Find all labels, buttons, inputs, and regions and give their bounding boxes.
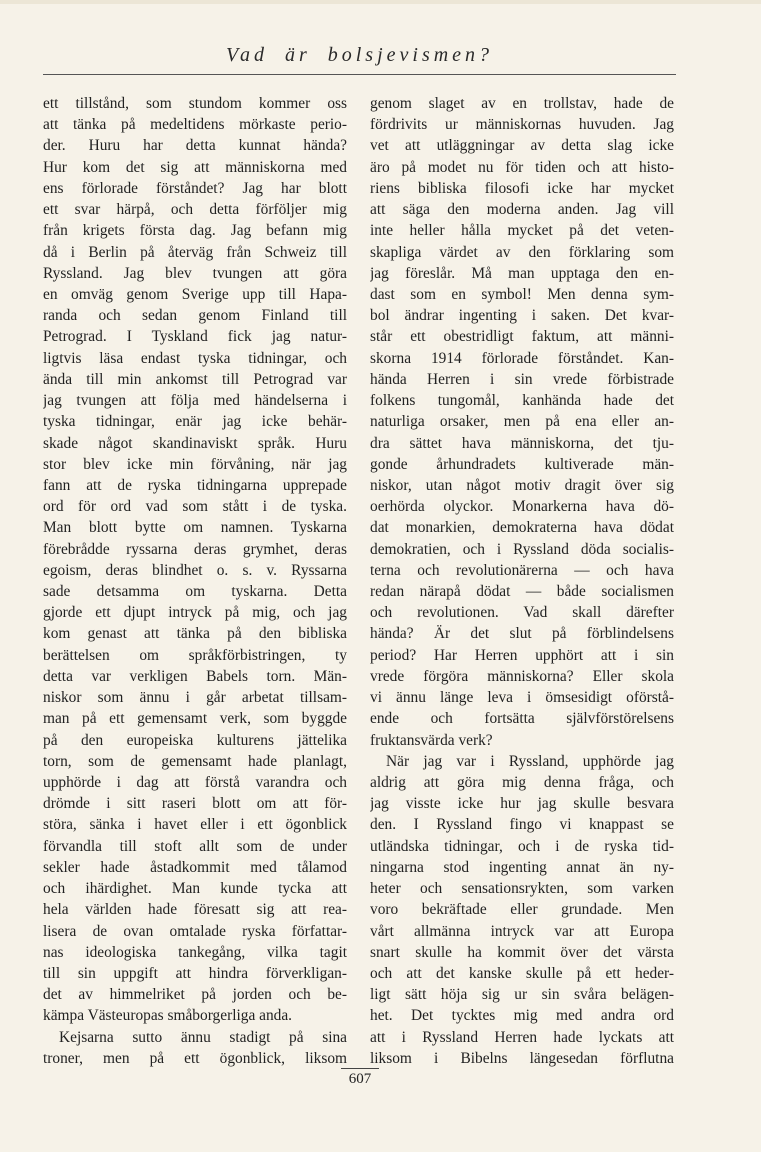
- text-line: genom slaget av en trollstav, hade de: [370, 95, 674, 112]
- text-line: Hur kom det sig att människorna med: [43, 158, 347, 176]
- text-line: detta var verkligen Babels torn. Män-: [43, 667, 347, 685]
- text-line: folkens tungomål, kanhända hade det: [370, 392, 674, 410]
- page-top-edge: [0, 0, 761, 4]
- text-line: heter och sensationsrykten, som varken: [370, 880, 674, 898]
- text-line: Man blott bytte om namnen. Tyskarna: [43, 519, 347, 537]
- text-line: oerhörda olyckor. Monarkerna hava dö-: [370, 498, 674, 516]
- text-line: hela världen hade föresatt sig att rea-: [43, 901, 347, 919]
- text-line: upphörde i dag att förstå varandra och: [43, 774, 347, 791]
- text-line: utländska tidningar, och i de ryska tid-: [370, 837, 674, 855]
- text-column-right: [370, 93, 674, 1069]
- header-rule: [43, 74, 676, 75]
- text-line: fruktansvärda verk?: [370, 731, 493, 749]
- text-line: randa och sedan genom Finland till: [43, 307, 347, 325]
- text-line: och revolutionen. Vad skall därefter: [370, 604, 674, 622]
- text-line: dat monarkien, demokraterna hava dödat: [370, 519, 674, 537]
- text-line: vrede förgöra människorna? Eller skola: [370, 667, 674, 685]
- text-line: het. Det tycktes mig med andra ord: [370, 1007, 674, 1025]
- text-line: drömde i sitt raseri blott om att för-: [43, 795, 347, 813]
- text-line: att i Ryssland Herren hade lyckats att: [370, 1028, 674, 1046]
- text-line: ända till min ankomst till Petrograd var: [43, 370, 347, 388]
- text-line: ord för ord vad som stått i de tyska.: [43, 498, 347, 516]
- text-line: fann att de ryska tidningarna upprepade: [43, 476, 347, 494]
- text-line: demokratien, och i Ryssland döda socialis-: [370, 540, 674, 558]
- text-line: niskor som ännu i går arbetat tillsam-: [43, 689, 347, 707]
- text-line: ens förlorade förståndet? Jag har blott: [43, 179, 347, 197]
- text-line: voro bekräftade eller grundade. Men: [370, 901, 674, 919]
- text-line: Ryssland. Jag blev tvungen att göra: [43, 264, 347, 282]
- text-line: ligtvis läsa endast tyska tidningar, och: [43, 349, 347, 367]
- text-line: ett tillstånd, som stundom kommer oss: [43, 95, 347, 112]
- text-line: det av himmelriket på jorden och be-: [43, 986, 347, 1004]
- text-line: egoism, deras blindhet o. s. v. Ryssarna: [43, 561, 347, 579]
- text-line: Petrograd. I Tyskland fick jag natur-: [43, 328, 347, 346]
- text-line: riens bibliska filosofi icke har mycket: [370, 179, 674, 197]
- text-line: att säga den moderna anden. Jag vill: [370, 201, 674, 219]
- text-line: då i Berlin på återväg från Schweiz till: [43, 243, 347, 261]
- text-line: kom genast att tänka på den bibliska: [43, 625, 347, 643]
- text-line: man på ett gemensamt verk, som byggde: [43, 710, 347, 728]
- text-line: torn, som de gemensamt hade planlagt,: [43, 752, 347, 770]
- text-line: vi ännu länge leva i ömsesidigt oförstå-: [370, 689, 674, 707]
- text-line: förebrådde ryssarna deras grymhet, deras: [43, 540, 347, 558]
- text-line: vet att utläggningar av detta slag icke: [370, 137, 674, 155]
- text-line: störa, sänka i havet eller i ett ögonblick: [43, 816, 347, 834]
- text-line: från krigets första dag. Jag befann mig: [43, 222, 347, 240]
- text-line: på den europeiska kulturens jättelika: [43, 731, 347, 749]
- text-line: sade detsamma om tyskarna. Detta: [43, 583, 347, 601]
- text-line: tyska tidningar, enär jag icke behär-: [43, 413, 347, 431]
- text-line: redan närapå dödat — både socialismen: [370, 583, 674, 601]
- text-column-left: [43, 93, 347, 1069]
- text-line: ett svar härpå, och detta förföljer mig: [43, 201, 347, 219]
- text-line: berättelsen om språkförbistringen, ty: [43, 646, 347, 664]
- text-line: skapliga värdet av den förklaring som: [370, 243, 674, 261]
- text-line: hända Herren i sin vrede förbistrade: [370, 370, 674, 388]
- text-line: till sin uppgift att hindra förverkligan-: [43, 964, 347, 982]
- text-line: nas ideologiska tankegång, vilka tagit: [43, 943, 347, 961]
- text-line: Kejsarna sutto ännu stadigt på sina: [59, 1028, 347, 1046]
- text-line: och att det kanske skulle på ett heder-: [370, 964, 674, 982]
- text-line: fördrivits ur människornas huvuden. Jag: [370, 116, 674, 134]
- text-line: dast som en symbol! Men denna sym-: [370, 285, 674, 303]
- text-line: jag tvungen att följa med händelserna i: [43, 392, 347, 410]
- text-line: sekler hade åstadkommit med tålamod: [43, 858, 347, 876]
- text-line: gonde århundradets kultiverade män-: [370, 455, 674, 473]
- text-line: ligt sätt höja sig ur sin svåra belägen-: [370, 986, 674, 1004]
- text-line: kämpa Västeuropas småborgerliga anda.: [43, 1007, 293, 1025]
- text-line: När jag var i Ryssland, upphörde jag: [386, 752, 674, 770]
- text-line: liksom i Bibelns längesedan förflutna: [370, 1049, 674, 1067]
- text-line: står ett obestridligt faktum, att männi-: [370, 328, 674, 346]
- text-line: gjorde ett djupt intryck på mig, och jag: [43, 604, 347, 622]
- text-line: äro på modet nu för tiden och att histo-: [370, 158, 674, 176]
- text-line: bol ändrar ingenting i saken. Det kvar-: [370, 307, 674, 325]
- text-line: troner, men på ett ögonblick, liksom: [43, 1049, 347, 1067]
- text-line: skorna 1914 förlorade förståndet. Kan-: [370, 349, 674, 367]
- text-line: niskor, utan något motiv dragit över sig: [370, 476, 674, 494]
- text-line: stor blev icke min förvåning, när jag: [43, 455, 347, 473]
- text-line: der. Huru har detta kunnat hända?: [43, 137, 347, 155]
- text-line: vårt allmänna intryck var att Europa: [370, 922, 674, 940]
- text-line: aldrig att göra mig denna fråga, och: [370, 774, 674, 791]
- text-line: och ihärdighet. Man kunde tycka att: [43, 880, 347, 898]
- text-line: jag föreslår. Må man upptaga den en-: [370, 264, 674, 282]
- text-line: snart skulle ha kommit över det värsta: [370, 943, 674, 961]
- text-line: ende och fortsätta självförstörelsens: [370, 710, 674, 728]
- page-number: 607: [341, 1068, 379, 1088]
- text-line: period? Har Herren upphört att i sin: [370, 646, 674, 664]
- text-line: den. I Ryssland fingo vi knappast se: [370, 816, 674, 834]
- running-title: Vad är bolsjevismen?: [225, 44, 494, 66]
- text-line: terna och revolutionärerna — och hava: [370, 561, 674, 579]
- text-line: hända? Är det slut på förblindelsens: [370, 625, 674, 643]
- text-line: en omväg genom Sverige upp till Hapa-: [43, 285, 347, 303]
- text-line: skade något skandinaviskt språk. Huru: [43, 434, 347, 452]
- text-line: naturliga orsaker, men på ena eller an-: [370, 413, 674, 431]
- text-line: dra sättet hava människorna, det tju-: [370, 434, 674, 452]
- text-line: lisera de ovan omtalade ryska författar-: [43, 922, 347, 940]
- text-line: inte heller hålla mycket på det veten-: [370, 222, 674, 240]
- text-line: ningarna stod ingenting annat än ny-: [370, 858, 674, 876]
- text-line: att tänka på medeltidens mörkaste perio-: [43, 116, 347, 134]
- text-line: jag visste icke hur jag skulle besvara: [370, 795, 674, 813]
- text-line: förvandla till stoft allt som de under: [43, 837, 347, 855]
